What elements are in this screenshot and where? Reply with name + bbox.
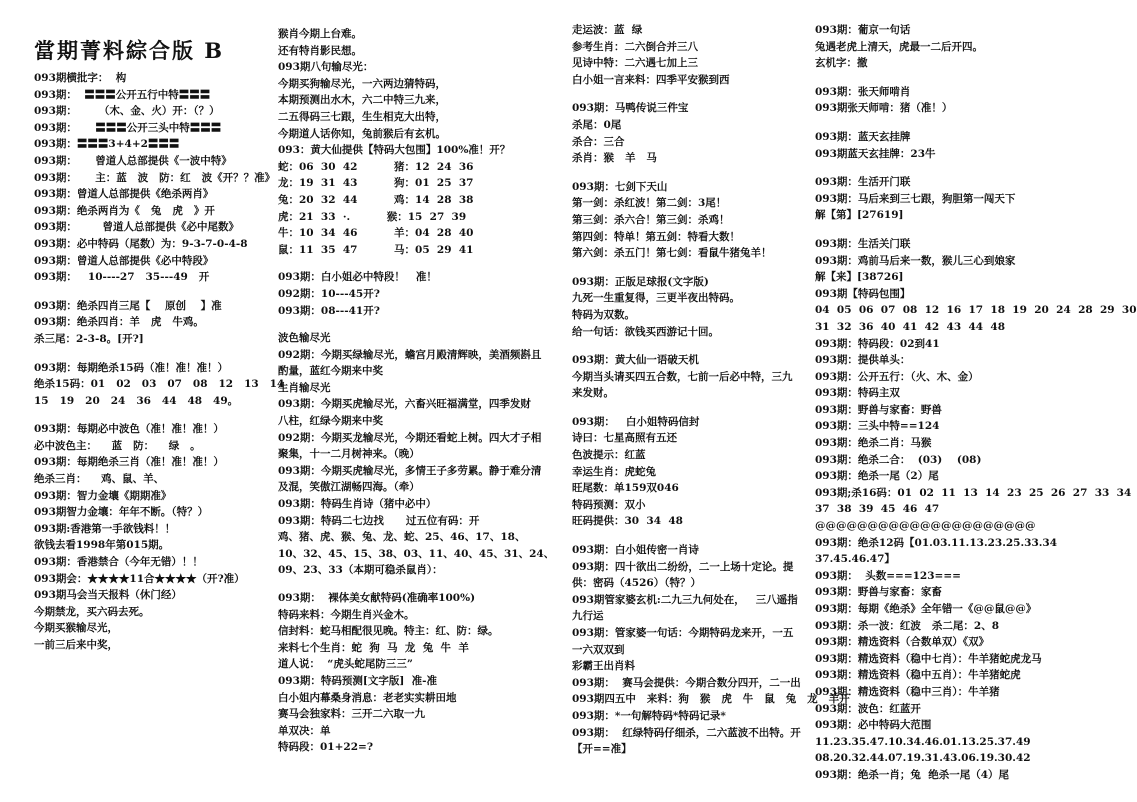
column-2 [278, 26, 555, 790]
text-line: 093期：每期绝杀三肖（准！准！准！） [34, 456, 224, 469]
text-line: 093期：四十欲出二纷纷，二一上场十定论。提 [572, 560, 794, 573]
spacer [572, 88, 808, 100]
text-line: 093期：特码预测[文字版] 准-准 [278, 674, 438, 687]
text-line: 093期： 曾道人总部提供《一波中特》 [34, 154, 232, 167]
text-line: 37.45.46.47】 [815, 553, 895, 566]
text-line: 生肖输尽光 [278, 381, 331, 394]
spacer [572, 530, 808, 542]
text-line: 093期：绝杀二肖：马猴 [815, 437, 932, 450]
text-line: 彩霸王出肖料 [572, 660, 635, 673]
text-line: 给一句话：欲钱买西游记十回。 [572, 325, 719, 338]
text-line: 093期：正版足球报(文字版) [572, 275, 709, 288]
text-line: 九行运 [572, 610, 604, 623]
text-line: 093期： 裸体美女献特码(准确率100%) [278, 592, 476, 604]
text-line: 道人说： “虎头蛇尾防三三” [278, 658, 413, 671]
text-line: 093期：必中特码大范围 [815, 719, 932, 732]
text-line: 093期横批字： 构 [34, 72, 127, 84]
text-line: 093期：特码二七边找 过五位有码：开 [278, 514, 480, 527]
text-line: 二五得码三七跟，生生相克大出特， [278, 110, 446, 123]
text-line: 第三剑：杀六合！第三剑：杀鸡！ [572, 213, 730, 226]
text-line: 旺尾数：单159双046 [572, 482, 679, 495]
text-line: 白小姐内幕桑身消息：老老实实耕田地 [278, 691, 457, 704]
text-line: 093期： 主：蓝 波 防：红 波《开？？准》 [34, 171, 276, 184]
text-line: 走运波：蓝 绿 [572, 24, 643, 36]
text-line: 092期：今期买龙输尽光，今期还看蛇上树。四大才子相 [278, 431, 542, 444]
text-line: 白小姐一言来料：四季平安猴到西 [572, 73, 730, 86]
text-line: 093期：特码段：02到41 [815, 337, 940, 350]
text-line: 093期：野兽与家畜：野兽 [815, 403, 942, 416]
text-line: 兔：20 32 44 鸡：14 28 38 [278, 193, 474, 206]
text-line: 酌量，蓝红今期来中奖 [278, 365, 383, 378]
text-line: 093期：蓝天玄挂牌 [815, 130, 911, 143]
text-line: 04 05 06 07 08 12 16 17 18 19 20 24 28 29 30 [815, 304, 1137, 317]
text-line: 093：黄大仙提供【特码大包围】100%准！开？ [278, 144, 511, 157]
text-line: 绝杀三肖： 鸡、鼠、羊、 [34, 473, 165, 486]
text-line: 还有特肖影民想。 [278, 44, 362, 57]
text-line: 今期道人话你知，兔前猴后有玄机。 [278, 127, 446, 140]
text-line: 【开==准】 [572, 743, 632, 756]
spacer [572, 340, 808, 352]
text-line: 诗曰：七星高照有五还 [572, 432, 677, 445]
spacer [278, 319, 478, 330]
text-line: 09、23、33（本期可稳杀鼠肖）： [278, 564, 443, 577]
text-line: 赛马会独家料：三开二六取一九 [278, 708, 425, 721]
text-line: 玄机字：撤 [815, 57, 868, 70]
text-line: 092期：10---45开? [278, 287, 380, 300]
text-line: 093期：张天师啃肖 [815, 85, 911, 98]
text-line: 幸运生肖：虎蛇兔 [572, 465, 656, 478]
text-line: 九死一生重复得，三更半夜出特码。 [572, 292, 740, 305]
text-line: 093期：白小姐传密一肖诗 [572, 544, 699, 557]
text-line: 解【第】[27619] [815, 209, 904, 222]
text-line: 绝杀15码：01 02 03 07 08 12 13 14 [34, 378, 285, 391]
text-line: 单双决：单 [278, 724, 331, 737]
text-line: 杀尾：0尾 [572, 118, 622, 131]
text-line: 093期： 〓〓〓公开三头中特〓〓〓 [34, 121, 222, 134]
text-line: 093期：白小姐必中特段！ 准！ [278, 271, 437, 284]
spacer [572, 402, 808, 414]
text-line: 杀三尾：2-3-8。[开?] [34, 332, 144, 345]
text-line: 093期：马后来到三七跟，狗胆第一闯天下 [815, 192, 1016, 205]
text-line: 今期禁龙，买六码去死。 [34, 605, 150, 618]
text-line: 08.20.32.44.07.19.31.43.06.19.30.42 [815, 752, 1031, 765]
text-line: 虎：21 33 ·. 猴：15 27 39 [278, 210, 467, 223]
text-line: 093期：野兽与家畜：家畜 [815, 586, 942, 599]
text-line: 093期：绝杀两肖为《 兔 虎 》开 [34, 204, 215, 217]
text-line: 093期：提供单头： [815, 354, 911, 367]
text-line: 093期：生活关门联 [815, 237, 911, 250]
text-line: 093期：鸡前马后来一数，猴儿三心到娘家 [815, 254, 1016, 267]
text-line: 093期：生活开门联 [815, 176, 911, 189]
text-line: 093期：每期绝杀15码（准！准！准！） [34, 361, 229, 374]
text-line: 旺码提供：30 34 48 [572, 515, 683, 528]
text-line: 第六剑：杀五门！第七剑：看鼠牛猪兔羊！ [572, 247, 772, 260]
text-line: 特码段：01+22=? [278, 741, 373, 754]
text-line: 093期：葡京一句话 [815, 24, 911, 36]
text-line: 龙：19 31 43 狗：01 25 37 [278, 177, 474, 190]
text-line: 093期： 10----27 35---49 开 [34, 271, 210, 284]
text-line: 今期当头请买四五合数，七前一后必中特，三九 [572, 370, 793, 383]
text-line: 来料七个生肖：蛇 狗 马 龙 兔 牛 羊 [278, 641, 469, 654]
spacer [34, 348, 264, 360]
column-4 [815, 22, 1137, 786]
text-line: 今期买猴输尽光， [34, 622, 118, 635]
text-line: 特码为双数。 [572, 308, 635, 321]
text-line: 第一剑：杀红波！第二剑：3尾！ [572, 197, 727, 210]
text-line: 一六双双到 [572, 643, 625, 656]
text-line: 本期预测出水木，六二中特三九来， [278, 94, 446, 107]
spacer [815, 162, 1055, 174]
text-line: 信封料：蛇马相配很见晚。特主：红、防：绿。 [278, 625, 499, 638]
spacer [572, 167, 808, 179]
text-line: 093期：曾道人总部提供《绝杀两肖》 [34, 188, 214, 201]
text-line: 11.23.35.47.10.34.46.01.13.25.37.49 [815, 735, 1031, 748]
text-line: 必中波色主： 蓝 防： 绿 。 [34, 439, 201, 452]
text-line: 093期：绝杀四肖：羊 虎 牛鸡。 [34, 316, 204, 329]
spacer [815, 72, 1055, 84]
text-line: 欲钱去看1998年第015期。 [34, 539, 170, 552]
text-line: 093期：*一句解特码*特码记录* [572, 709, 726, 722]
text-line: 093期：绝杀一尾（2）尾 [815, 470, 939, 483]
text-line: 093期:香港第一手欲钱料！！ [34, 522, 176, 535]
text-line: 31 32 36 40 41 42 43 44 48 [815, 320, 1005, 333]
text-line: 092期：今期买绿输尽光，蟾宫月殿清辉映，美酒频斟且 [278, 348, 542, 361]
text-line: 供：密码（4526）（特？） [572, 577, 701, 590]
text-line: 八柱，红绿今期来中奖 [278, 415, 383, 428]
spacer [278, 579, 478, 590]
text-line: 兔遇老虎上清天，虎最一二后开四。 [815, 40, 983, 53]
text-line: 093期：三头中特==124 [815, 420, 940, 433]
text-line: 093期智力金壤：年年不断。（特？） [34, 506, 209, 519]
text-line: 093期：杀一波：红波 杀二尾：2、8 [815, 619, 999, 632]
text-line: 093期： 〓〓〓公开五行中特〓〓〓 [34, 88, 211, 101]
text-line: 093期张天师啃：猪（准！） [815, 102, 953, 115]
text-line: 093期：智力金壤《期期准》 [34, 489, 172, 502]
text-line: 解【来】[38726] [815, 271, 904, 284]
text-line: 牛：10 34 46 羊：04 28 40 [278, 227, 474, 240]
text-line: 093期：曾道人总部提供《必中特段》 [34, 254, 214, 267]
text-line: 鼠：11 35 47 马：05 29 41 [278, 243, 474, 256]
text-line: 15 19 20 24 36 44 48 49。 [34, 394, 239, 407]
text-line: 093期：〓〓〓3+4+2〓〓〓 [34, 138, 180, 151]
text-line: 10、32、45、15、38、03、11、40、45、31、24、 [278, 547, 555, 560]
text-line: 093期：绝杀一肖；兔 绝杀一尾（4）尾 [815, 768, 1010, 781]
spacer [815, 117, 1055, 129]
text-line: 093期：精选资料（稳中五肖）：牛羊猪蛇虎 [815, 669, 1021, 682]
text-line: 093期四五中 来料：狗 猴 虎 牛 鼠 兔 龙 羊开 [572, 693, 850, 706]
spacer [34, 409, 264, 421]
text-line: 聚集，十一二月树神来。（晚） [278, 448, 420, 461]
text-line: 杀合：三合 [572, 135, 625, 148]
text-line: 093期：黄大仙一语破天机 [572, 354, 699, 367]
text-line: 37 38 39 45 46 47 [815, 503, 940, 516]
text-line: 093期：绝杀12码【01.03.11.13.23.25.33.34 [815, 536, 1058, 549]
text-line: 猴肖今期上台难。 [278, 28, 362, 40]
text-line: 波色输尽光 [278, 332, 331, 345]
text-line: 093期：香港禁合（今年无错）！！ [34, 556, 203, 569]
text-line: 093期：波色：红蓝开 [815, 702, 921, 715]
page-title: 當期菁料綜合版 B [34, 38, 225, 63]
text-line: 093期：精选资料（稳中七肖）：牛羊猪蛇虎龙马 [815, 652, 1042, 665]
text-line: 093期： 红绿特码仔细杀，二六蓝波不出特。开 [572, 726, 801, 739]
text-line: 093期：特码生肖诗（猪中必中） [278, 498, 437, 511]
text-line: 093期：今期买虎输尽光，六畜兴旺福满堂，四季发财 [278, 398, 531, 411]
text-line: 一前三后来中奖， [34, 639, 118, 651]
text-line: 093期：绝杀二合： (03) (08) [815, 453, 982, 466]
text-line: 093期：特码主双 [815, 387, 900, 400]
text-line: 093期蓝天玄挂牌：23牛 [815, 147, 936, 160]
text-line: 093期： 赛马会提供：今期合数分四开，二一出 [572, 676, 801, 689]
text-line: 今期买狗输尽光，一六两边猜特码， [278, 77, 446, 90]
text-line: 093期：公开五行：（火、木、金） [815, 370, 979, 383]
text-line: 093期马会当天报料（休门经） [34, 589, 182, 602]
text-line: 093期：精选资料（稳中三肖）：牛羊猪 [815, 685, 1000, 698]
text-line: 093期【特码包围】 [815, 287, 911, 300]
text-line: 特码预测：双小 [572, 498, 646, 511]
column-1 [34, 38, 285, 802]
text-line: 093期管家婆玄机:二九三九何处在， 三八遥指 [572, 593, 798, 606]
text-line: 第四剑：特单！第五剑：特看大数！ [572, 230, 740, 243]
text-line: 093期：精选资料（合数单双）《双》 [815, 636, 990, 649]
text-line: 鸡、猪、虎、猴、兔、龙、蛇、25、46、17、18、 [278, 531, 526, 544]
text-line: 093期：管家婆一句话：今期特码龙来开，一五 [572, 627, 794, 639]
spacer [34, 286, 264, 298]
text-line: 093期：马鸭传说三件宝 [572, 102, 689, 115]
text-line: 093期：绝杀四肖三尾【 原创 】准 [34, 299, 222, 312]
text-line: 色波提示：红蓝 [572, 449, 646, 462]
text-line: 见诗中特：二六遇七加上三 [572, 57, 698, 70]
text-line: 来发财。 [572, 387, 614, 400]
spacer [815, 224, 1055, 236]
text-line: 参考生肖：二六倒合并三八 [572, 40, 698, 53]
text-line: 093期：每期必中波色（准！准！准！） [34, 423, 224, 436]
spacer [572, 262, 808, 274]
text-line: 093期： 曾道人总部提供《必中尾数》 [34, 221, 240, 234]
text-line: 093期会：★★★★11合★★★★（开?准） [34, 572, 245, 585]
spacer [278, 258, 478, 269]
text-line: 093期;杀16码：01 02 11 13 14 23 25 26 27 33 34 [815, 486, 1132, 499]
text-line: 特码来料：今期生肖兴金木。 [278, 608, 415, 621]
text-line: 蛇：06 30 42 猪：12 24 36 [278, 160, 474, 173]
text-line: 093期八句输尽光： [278, 61, 374, 74]
text-line: 093期：七剑下天山 [572, 180, 668, 193]
text-line: 093期： 白小姐特码信封 [572, 415, 700, 428]
text-line: 093期：每期《绝杀》全年错一《@@鼠@@》 [815, 603, 1037, 615]
text-line: 杀肖：猴 羊 马 [572, 152, 657, 165]
text-line: 及混，笑傲江湖畅四海。（牵） [278, 481, 420, 494]
text-line: 093期： （木、金、火）开：（？） [34, 105, 220, 118]
text-line: 093期：必中特码（尾数）为：9-3-7-0-4-8 [34, 237, 248, 250]
text-line: @@@@@@@@@@@@@@@@@@@@@ [815, 520, 1036, 533]
text-line: 093期：今期买虎输尽光，多情王子多劳累。静于难分清 [278, 464, 542, 477]
text-line: 093期： 头数===123=== [815, 569, 961, 582]
text-line: 093期：08---41开? [278, 304, 380, 317]
